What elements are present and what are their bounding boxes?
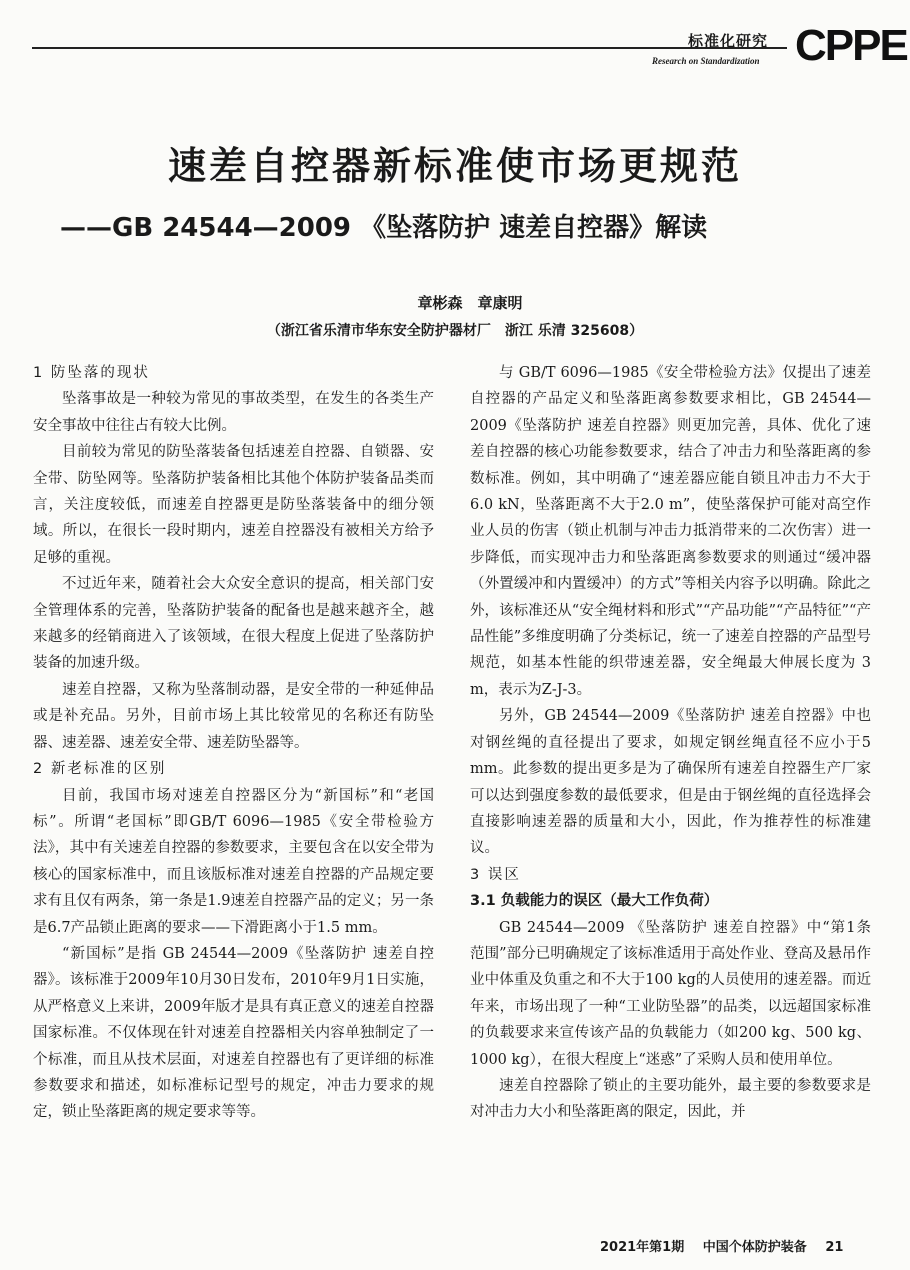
paragraph: 另外，GB 24544—2009《坠落防护 速差自控器》中也对钢丝绳的直径提出了要求，如规定钢丝绳直径不应小于5 mm。此参数的提出更多是为了确保所有速差自控器生产厂家可以达到强度参数的最低要求，但是由于钢丝绳的直径选择会直接影响速差器的质量和大小，因此，作为推荐性的标准建议。 (470, 708, 871, 857)
journal-name: 中国个体防护装备 (702, 1240, 807, 1255)
right-column (470, 360, 871, 1126)
paragraph: “新国标”是指 GB 24544—2009《坠落防护 速差自控器》。该标准于2009年10月30日发布，2010年9月1日实施，从严格意义上来讲，2009年版才是具有真正意义的速差自控器国家标准。不仅体现在针对速差自控器相关内容单独制定了一个标准，而且从技术层面，对速差自控器也有了更详细的标准参数要求和描述，如标准标记型号的规定，冲击力要求的规定，锁止坠落距离的规定要求等等。 (33, 945, 434, 1121)
article-subtitle: ——GB 24544—2009 《坠落防护 速差自控器》解读 (60, 213, 708, 243)
section-title: 标准化研究 (688, 32, 769, 50)
paragraph: 速差自控器，又称为坠落制动器，是安全带的一种延伸品或是补充品。另外，目前市场上其比较常见的名称还有防坠器、速差器、速差安全带、速差防坠器等。 (33, 681, 434, 751)
paragraph: 速差自控器除了锁止的主要功能外，最主要的参数要求是对冲击力大小和坠落距离的限定，因此，并 (470, 1077, 871, 1121)
article-authors: 章彬森 章康明 (417, 294, 523, 312)
paragraph: GB 24544—2009 《坠落防护 速差自控器》中“第1条 范围”部分已明确规定了该标准适用于高处作业、登高及悬吊作业中体重及负重之和不大于100 kg的人员使用的速差器。而近年来，市场出现了一种“工业防坠器”的品类，以远超国家标准的负载要求来宣传该产品的负载能力（如200 kg、500 kg、1000 kg），在很大程度上“迷惑”了采购人员和使用单位。 (470, 919, 871, 1068)
subsection-heading: 3.1 负载能力的误区（最大工作负荷） (470, 893, 719, 910)
author-affiliation: （浙江省乐清市华东安全防护器材厂 浙江 乐清 325608） (266, 323, 644, 339)
page-number: 21 (825, 1240, 844, 1255)
header-rule (32, 47, 787, 49)
section-heading: 1 防坠落的现状 (33, 365, 150, 381)
issue-label: 2021年第1期 (600, 1240, 685, 1255)
section-heading: 2 新老标准的区别 (33, 761, 167, 778)
article-title: 速差自控器新标准使市场更规范 (167, 144, 742, 188)
section-heading: 3 误区 (470, 866, 521, 883)
page-footer (600, 1236, 857, 1255)
paragraph: 目前，我国市场对速差自控器区分为“新国标”和“老国标”。所谓“老国标”即GB/T 6096—1985《安全带检验方法》，其中有关速差自控器的参数要求，主要包含在以安全带为核心的国家标准中，而且该版标准对速差自控器的产品规定要求有且仅有两条，第一条是1.9速差自控器产品的定义；另一条是6.7产品锁止距离的要求——下滑距离小于1.5 mm。 (33, 787, 434, 936)
paragraph: 与 GB/T 6096—1985《安全带检验方法》仅提出了速差自控器的产品定义和坠落距离参数要求相比，GB 24544—2009《坠落防护 速差自控器》则更加完善，具体、优化了速差自控器的核心功能参数要求，结合了冲击力和坠落距离的参数标准。例如，其中明确了“速差器应能自锁且冲击力不大于6.0 kN，坠落距离不大于2.0 m”，使坠落保护可能对高空作业人员的伤害（锁止机制与冲击力抵消带来的二次伤害）进一步降低，而实现冲击力和坠落距离参数要求的则通过“缓冲器（外置缓冲和内置缓冲）的方式”等相关内容予以明确。除此之外，该标准还从“安全绳材料和形式”“产品功能”“产品特征”“产品性能”多维度明确了分类标记，统一了速差自控器的产品型号规范，如基本性能的织带速差器，安全绳最大伸展长度为 3 m，表示为Z-J-3。 (470, 365, 871, 698)
paragraph: 坠落事故是一种较为常见的事故类型，在发生的各类生产安全事故中往往占有较大比例。 (33, 391, 434, 434)
left-column (33, 360, 434, 1126)
section-title-en: Research on Standardization (652, 56, 760, 66)
journal-logo: CPPE (795, 21, 907, 70)
paragraph: 目前较为常见的防坠落装备包括速差自控器、自锁器、安全带、防坠网等。坠落防护装备相比其他个体防护装备品类而言，关注度较低，而速差自控器更是防坠落装备中的细分领域。所以，在很长一段时期内，速差自控器没有被相关方给予足够的重视。 (33, 444, 434, 566)
paragraph: 不过近年来，随着社会大众安全意识的提高，相关部门安全管理体系的完善，坠落防护装备的配备也是越来越齐全，越来越多的经销商进入了该领域，在很大程度上促进了坠落防护装备的加速升级。 (33, 576, 434, 672)
